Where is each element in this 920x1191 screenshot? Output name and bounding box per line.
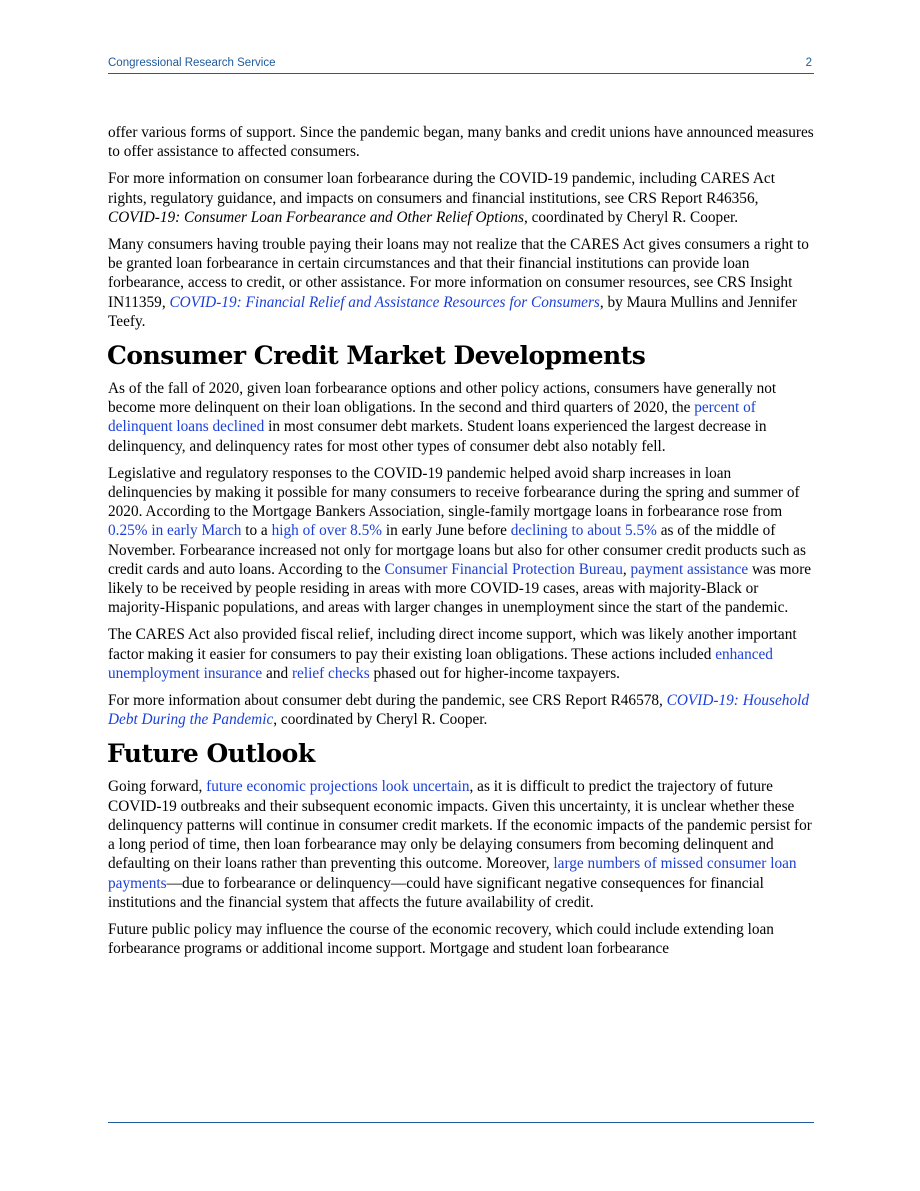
link-unemployment-insurance[interactable]: enhanced unemployment insurance	[108, 645, 773, 682]
link-financial-relief-resources[interactable]: COVID-19: Financial Relief and Assistance Resources for Consumers	[169, 293, 600, 311]
paragraph: For more information about consumer debt during the pandemic, see CRS Report R46578, COVID-19: Household Debt During the Pandemic, coordinated by Cheryl R. Cooper.	[108, 692, 809, 729]
paragraph: Future public policy may influence the course of the economic recovery, which could include extending loan forbearance programs or additional income support. Mortgage and student loan forbearance	[108, 920, 774, 958]
link-relief-checks[interactable]: relief checks	[291, 664, 370, 682]
footer-rule	[108, 1122, 814, 1123]
page-header	[108, 57, 814, 74]
paragraph: offer various forms of support. Since the pandemic began, many banks and credit unions have announced measures to offer assistance to affected consumers.	[108, 124, 814, 161]
link-cfpb[interactable]: Consumer Financial Protection Bureau	[384, 560, 623, 578]
paragraph: As of the fall of 2020, given loan forbearance options and other policy actions, consumers have generally not become more delinquent on their loan obligations. In the second and third quarters of 2020, the percent of delinquent loans declined in most consumer debt markets. Student loans experienced the largest decrease in delinquency, and delinquency rates for most other types of consumer debt also notably fell.	[108, 380, 777, 455]
link-payment-assistance[interactable]: payment assistance	[630, 560, 749, 578]
paragraph: For more information on consumer loan forbearance during the COVID-19 pandemic, including CARES Act rights, regulatory guidance, and impacts on consumers and financial institutions, see CRS Report R46356, COVID-19: Consumer Loan Forbearance and Other Relief Options, coordinated by Cheryl R. Cooper.	[108, 170, 775, 226]
link-early-march[interactable]: 0.25% in early March	[108, 522, 242, 540]
link-economic-projections[interactable]: future economic projections look uncertain	[206, 778, 470, 796]
link-high-over[interactable]: high of over 8.5%	[271, 522, 383, 540]
paragraph: Going forward, future economic projections look uncertain, as it is difficult to predict the trajectory of future COVID-19 outbreaks and their subsequent economic impacts. Given this uncertainty, it is unclear whether these delinquency patterns will continue in consumer credit markets. If the economic impacts of the pandemic persist for a long period of time, then loan forbearance may only be delaying consumers from becoming delinquent and defaulting on their loans rather than preventing this outcome. Moreover, large numbers of missed consumer loan payments—due to forbearance or delinquency—could have significant negative consequences for financial institutions and the financial system that affects the future availability of credit.	[108, 778, 812, 911]
paragraph: Many consumers having trouble paying their loans may not realize that the CARES Act gives consumers a right to be granted loan forbearance in certain circumstances and that their financial institutions can provide loan forbearance, access to credit, or other assistance. For more information on consumer resources, see CRS Insight IN11359, COVID-19: Financial Relief and Assistance Resources for Consumers, by Maura Mullins and Jennifer Teefy.	[108, 236, 809, 330]
section-heading-outlook: Future Outlook	[107, 739, 315, 769]
link-declining[interactable]: declining to about 5.5%	[510, 522, 657, 540]
paragraph: The CARES Act also provided fiscal relief, including direct income support, which was likely another important factor making it easier for consumers to pay their existing loan obligations. These actions included enhanced unemployment insurance and relief checks phased out for higher-income taxpayers.	[108, 626, 797, 682]
paragraph: Legislative and regulatory responses to the COVID-19 pandemic helped avoid sharp increases in loan delinquencies by making it possible for many consumers to receive forbearance during the spring and summer of 2020. According to the Mortgage Bankers Association, single-family mortgage loans in forbearance rose from 0.25% in early March to a high of over 8.5% in early June before declining to about 5.5% as of the middle of November. Forbearance increased not only for mortgage loans but also for other consumer credit products such as credit cards and auto loans. According to the Consumer Financial Protection Bureau, payment assistance was more likely to be received by people residing in areas with more COVID-19 cases, areas with majority-Black or majority-Hispanic populations, and areas with larger changes in unemployment since the start of the pandemic.	[108, 464, 812, 617]
page-number: 2	[805, 57, 812, 69]
link-delinquent-loans[interactable]: percent of delinquent loans declined	[108, 399, 756, 436]
section-heading-market: Consumer Credit Market Developments	[107, 341, 646, 371]
link-household-debt[interactable]: COVID-19: Household Debt During the Pandemic	[108, 692, 809, 729]
link-missed-payments[interactable]: large numbers of missed consumer loan payments	[108, 855, 797, 892]
report-title: COVID-19: Consumer Loan Forbearance and Other Relief Options	[108, 208, 524, 226]
header-org: Congressional Research Service	[108, 57, 276, 69]
document-body	[108, 123, 814, 966]
